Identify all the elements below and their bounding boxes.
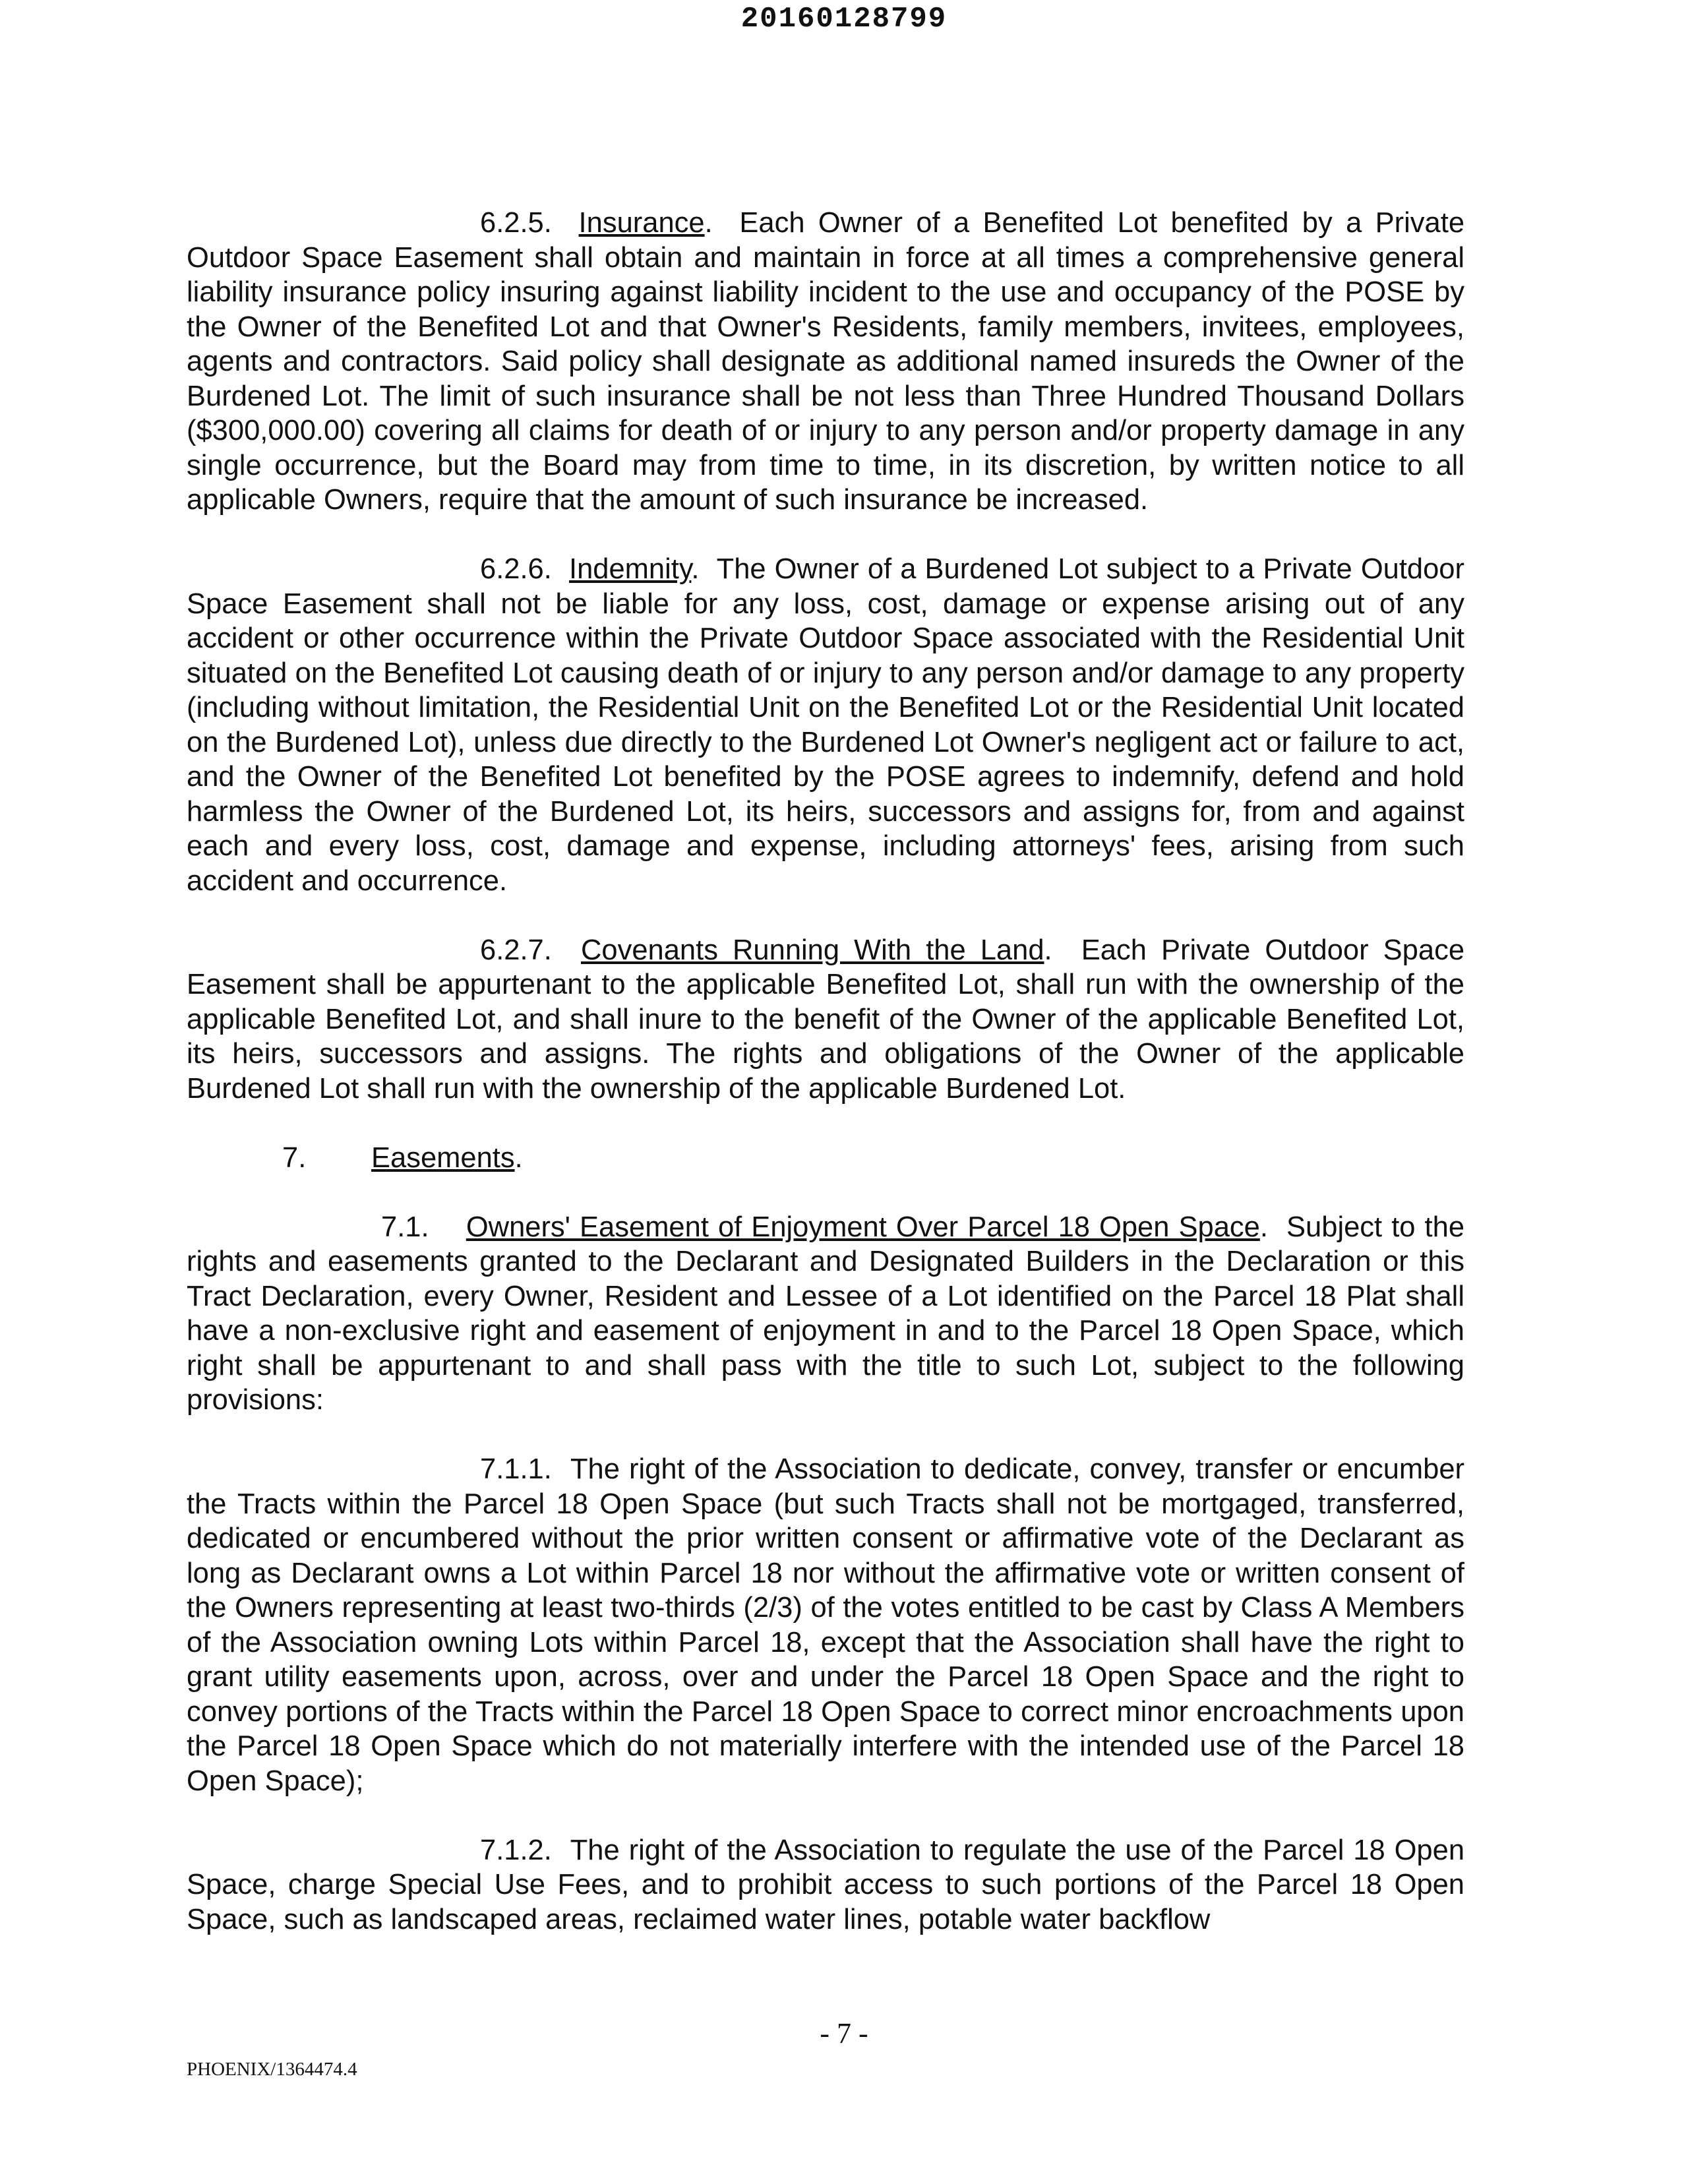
section-text: Each Private Outdoor Space Easement shall be appurtenant to the applicable Benefited Lot, shall run with the ownership of the applicable Benefited Lot, and shall inure to the benefit of the Owner of the applicable Benefited Lot, its heirs, successors and assigns. The rights and obligations of the Owner of the applicable Burdened Lot shall run with the ownership of the applicable Burdened Lot. — [187, 934, 1465, 1105]
section-caption: Covenants Running With the Land — [580, 934, 1044, 966]
section-7-1-2 — [187, 1833, 1464, 1937]
section-caption: Insurance — [578, 207, 705, 239]
section-number: 7. — [282, 1141, 307, 1174]
section-number: 6.2.6. — [480, 553, 552, 585]
section-number: 7.1. — [381, 1211, 429, 1243]
section-text: Subject to the rights and easements granted to the Declarant and Designated Builders in the Declaration or this Tract Declaration, every Owner, Resident and Lessee of a Lot identified on the Parcel 18 Plat shall have a non-exclusive right and easement of enjoyment in and to the Parcel 18 Open Space, which right shall be appurtenant to and shall pass with the title to such Lot, subject to the following provisions: — [187, 1211, 1465, 1416]
section-text: The right of the Association to dedicate, convey, transfer or encumber the Tracts within the Parcel 18 Open Space (but such Tracts shall not be mortgaged, transferred, dedicated or encumbered without the prior written consent or affirmative vote of the Declarant as long as Declarant owns a Lot within Parcel 18 nor without the affirmative vote or written consent of the Owners representing at least two-thirds (2/3) of the votes entitled to be cast by Class A Members of the Association owning Lots within Parcel 18, except that the Association shall have the right to grant utility easements upon, across, over and under the Parcel 18 Open Space and the right to convey portions of the Tracts within the Parcel 18 Open Space to correct minor encroachments upon the Parcel 18 Open Space which do not materially interfere with the intended use of the Parcel 18 Open Space); — [187, 1453, 1464, 1797]
section-7-1-1 — [187, 1452, 1464, 1798]
section-text: Each Owner of a Benefited Lot benefited by a Private Outdoor Space Easement shall obtain and maintain in force at all times a comprehensive general liability insurance policy insuring against liability incident to the use and occupancy of the POSE by the Owner of the Benefited Lot and that Owner's Residents, family members, invitees, employees, agents and contractors. Said policy shall designate as additional named insureds the Owner of the Burdened Lot. The limit of such insurance shall be not less than Three Hundred Thousand Dollars ($300,000.00) covering all claims for death of or injury to any person and/or property damage in any single occurrence, but the Board may from time to time, in its discretion, by written notice to all applicable Owners, require that the amount of such insurance be increased. — [187, 207, 1465, 516]
section-number: 7.1.2. — [480, 1834, 552, 1866]
section-caption: Indemnity — [569, 553, 692, 585]
section-number: 6.2.5. — [480, 207, 552, 239]
section-caption: Owners' Easement of Enjoyment Over Parcel 18 Open Space — [466, 1211, 1260, 1243]
section-text: The right of the Association to regulate the use of the Parcel 18 Open Space, charge Special Use Fees, and to prohibit access to such portions of the Parcel 18 Open Space, such as landscaped areas, reclaimed water lines, potable water backflow — [187, 1834, 1465, 1935]
section-number: 7.1.1. — [480, 1453, 552, 1485]
section-7-heading: 7. Easements. — [187, 1141, 1464, 1176]
section-number: 6.2.7. — [480, 934, 552, 966]
section-text: The Owner of a Burdened Lot subject to a Private Outdoor Space Easement shall not be liable for any loss, cost, damage or expense arising out of any accident or other occurrence within the Private Outdoor Space associated with the Residential Unit situated on the Benefited Lot causing death of or injury to any person and/or damage to any property (including without limitation, the Residential Unit on the Benefited Lot or the Residential Unit located on the Burdened Lot), unless due directly to the Burdened Lot Owner's negligent act or failure to act, and the Owner of the Benefited Lot benefited by the POSE agrees to indemnify, defend and hold harmless the Owner of the Burdened Lot, its heirs, successors and assigns for, from and against each and every loss, cost, damage and expense, including attorneys' fees, arising from such accident and occurrence. — [187, 553, 1464, 897]
page-number: - 7 - — [820, 2017, 868, 2049]
document-id: PHOENIX/1364474.4 — [187, 2059, 357, 2080]
section-7-1: 7.1. Owners' Easement of Enjoyment Over Parcel 18 Open Space. Subject to the rights and easements granted to the Declarant and Designated Builders in the Declaration or this Tract Declaration, every Owner, Resident and Lessee of a Lot identified on the Parcel 18 Plat shall have a non-exclusive right and easement of enjoyment in and to the Parcel 18 Open Space, which right shall be appurtenant to and shall pass with the title to such Lot, subject to the following provisions: — [187, 1211, 1465, 1416]
recording-number: 20160128799 — [740, 3, 948, 36]
section-6-2-6: 6.2.6. Indemnity. The Owner of a Burdened Lot subject to a Private Outdoor Space Easement shall not be liable for any loss, cost, damage or expense arising out of any accident or other occurrence within the Private Outdoor Space associated with the Residential Unit situated on the Benefited Lot causing death of or injury to any person and/or damage to any property (including without limitation, the Residential Unit on the Benefited Lot or the Residential Unit located on the Burdened Lot), unless due directly to the Burdened Lot Owner's negligent act or failure to act, and the Owner of the Benefited Lot benefited by the POSE agrees to indemnify, defend and hold harmless the Owner of the Burdened Lot, its heirs, successors and assigns for, from and against each and every loss, cost, damage and expense, including attorneys' fees, arising from such accident and occurrence. — [187, 553, 1464, 897]
section-6-2-5: 6.2.5. Insurance. Each Owner of a Benefited Lot benefited by a Private Outdoor Space Easement shall obtain and maintain in force at all times a comprehensive general liability insurance policy insuring against liability incident to the use and occupancy of the POSE by the Owner of the Benefited Lot and that Owner's Residents, family members, invitees, employees, agents and contractors. Said policy shall designate as additional named insureds the Owner of the Burdened Lot. The limit of such insurance shall be not less than Three Hundred Thousand Dollars ($300,000.00) covering all claims for death of or injury to any person and/or property damage in any single occurrence, but the Board may from time to time, in its discretion, by written notice to all applicable Owners, require that the amount of such insurance be increased. — [187, 207, 1465, 516]
section-6-2-7: 6.2.7. Covenants Running With the Land. Each Private Outdoor Space Easement shall be appurtenant to the applicable Benefited Lot, shall run with the ownership of the applicable Benefited Lot, and shall inure to the benefit of the Owner of the applicable Benefited Lot, its heirs, successors and assigns. The rights and obligations of the Owner of the applicable Burdened Lot shall run with the ownership of the applicable Burdened Lot. — [187, 934, 1465, 1105]
section-caption: Easements — [371, 1141, 515, 1174]
document-body — [187, 206, 1464, 1972]
